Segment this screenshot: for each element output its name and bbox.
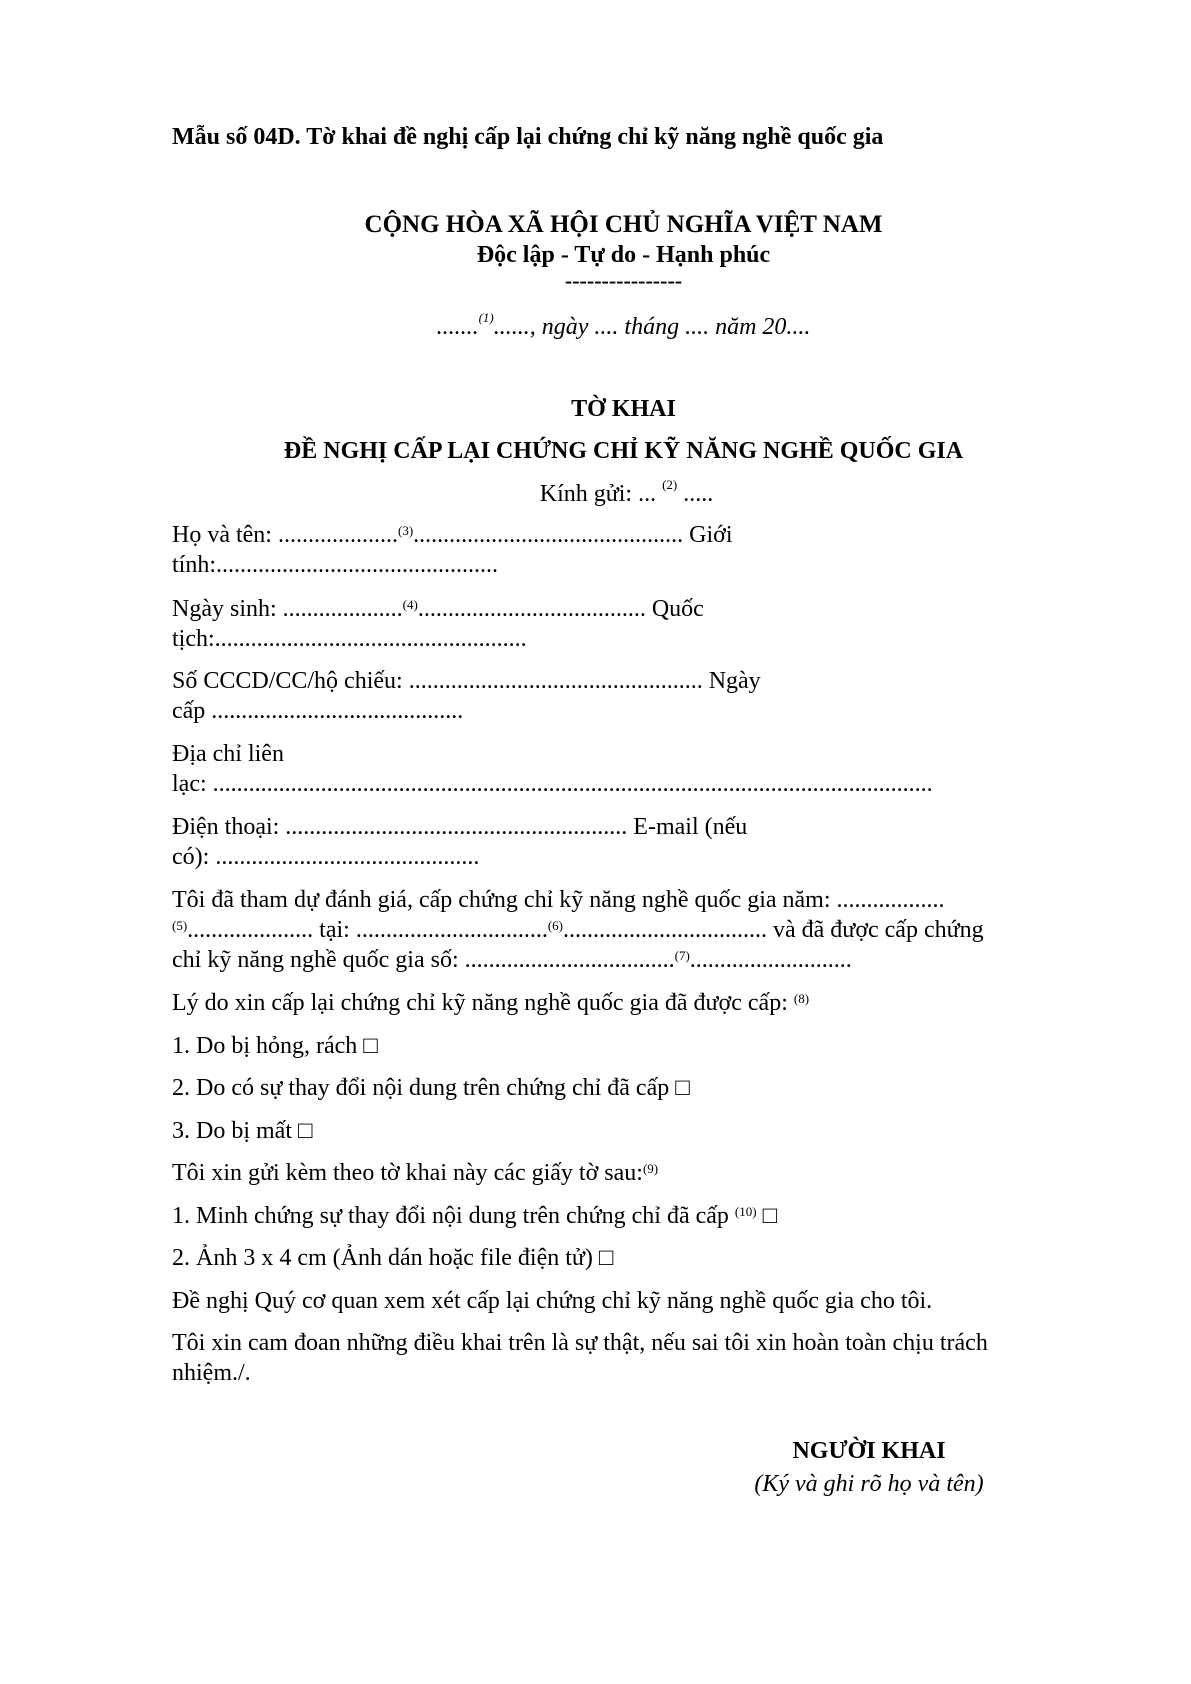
phone-email-field: Điện thoại: ......................................................... E-mail (nếu	[172, 814, 748, 840]
header-divider: ----------------	[564, 268, 683, 293]
dob-field	[172, 594, 704, 624]
reason-option-2: 2. Do có sự thay đổi nội dung trên chứng chỉ đã cấp □	[172, 1075, 690, 1101]
request-text: Đề nghị Quý cơ quan xem xét cấp lại chứng chỉ kỹ năng nghề quốc gia cho tôi.	[172, 1288, 933, 1314]
certificate-number-rest: ...........................	[689, 947, 852, 973]
footnote-2: (2)	[662, 477, 678, 492]
nation-motto: Độc lập - Tự do - Hạnh phúc	[476, 242, 771, 268]
footnote-10: (10)	[734, 1204, 757, 1219]
participation-line-1: Tôi đã tham dự đánh giá, cấp chứng chỉ kỹ năng nghề quốc gia năm: ..................	[172, 887, 945, 913]
attachment-item-1-text: 1. Minh chứng sự thay đổi nội dung trên chứng chỉ đã cấp	[172, 1203, 735, 1229]
nation-name: CỘNG HÒA XÃ HỘI CHỦ NGHĨA VIỆT NAM	[364, 211, 883, 238]
signer-note: (Ký và ghi rõ họ và tên)	[754, 1471, 984, 1497]
commitment-line-2: nhiệm./.	[172, 1360, 251, 1386]
footnote-5: (5)	[172, 918, 188, 933]
attachment-item-1	[172, 1201, 777, 1231]
gender-field: tính:...............................................	[172, 552, 499, 578]
signer-title: NGƯỜI KHAI	[792, 1438, 946, 1464]
participation-line-2	[172, 915, 984, 945]
recipient-pre: Kính gửi: ...	[539, 481, 663, 507]
participation-line-3	[172, 945, 852, 975]
form-code: Mẫu số 04D. Tờ khai đề nghị cấp lại chứng chỉ kỹ năng nghề quốc gia	[172, 124, 884, 150]
dob-nationality-label: ...................................... Quốc	[417, 596, 704, 622]
recipient-post: .....	[677, 481, 714, 507]
name-field	[172, 520, 733, 550]
commitment-line-1: Tôi xin cam đoan những điều khai trên là sự thật, nếu sai tôi xin hoàn toàn chịu trách	[172, 1330, 988, 1356]
footnote-7: (7)	[674, 948, 690, 963]
attachments-label-text: Tôi xin gửi kèm theo tờ khai này các giấy tờ sau:	[172, 1160, 643, 1186]
national-header	[0, 210, 1191, 292]
reason-option-1: 1. Do bị hỏng, rách □	[172, 1033, 378, 1059]
email-field: có): ............................................	[172, 844, 480, 870]
id-number-field: Số CCCD/CC/hộ chiếu: ................................................. Ngày	[172, 668, 761, 694]
footnote-4: (4)	[402, 597, 418, 612]
reason-label-text: Lý do xin cấp lại chứng chỉ kỹ năng nghề quốc gia đã được cấp:	[172, 990, 794, 1016]
footnote-6: (6)	[547, 918, 563, 933]
attachments-label	[172, 1158, 658, 1188]
nationality-field: tịch:....................................................	[172, 626, 527, 652]
document-subtitle: ĐỀ NGHỊ CẤP LẠI CHỨNG CHỈ KỸ NĂNG NGHỀ QUỐC GIA	[283, 438, 964, 464]
name-gender-label: ............................................. Giới	[413, 522, 733, 548]
address-field: lạc: ........................................................................................................................	[172, 771, 933, 797]
document-title: TỜ KHAI	[571, 396, 676, 422]
recipient-line	[0, 477, 1191, 508]
footnote-9: (9)	[642, 1161, 659, 1176]
id-issue-date-field: cấp ..........................................	[172, 698, 464, 724]
participation-issued: .................................. và đã được cấp chứng	[563, 917, 984, 943]
certificate-number: chỉ kỹ năng nghề quốc gia số: ...................................	[172, 947, 675, 973]
reason-label	[172, 988, 809, 1018]
footnote-3: (3)	[397, 523, 414, 538]
footnote-8: (8)	[793, 991, 810, 1006]
date-line-post: ......, ngày .... tháng .... năm 20....	[493, 314, 811, 340]
attachment-item-2: 2. Ảnh 3 x 4 cm (Ảnh dán hoặc file điện tử) □	[172, 1245, 614, 1271]
footnote-1: (1)	[478, 310, 494, 325]
reason-option-3: 3. Do bị mất □	[172, 1118, 313, 1144]
place-date-line	[0, 310, 1191, 341]
attachment-item-1-checkbox: □	[756, 1203, 778, 1229]
date-line-pre: .......	[436, 314, 479, 340]
name-label: Họ và tên: ....................	[172, 522, 398, 548]
dob-label: Ngày sinh: ....................	[172, 596, 403, 622]
address-label: Địa chỉ liên	[172, 741, 284, 767]
participation-place: ..................... tại: ................................	[187, 917, 548, 943]
